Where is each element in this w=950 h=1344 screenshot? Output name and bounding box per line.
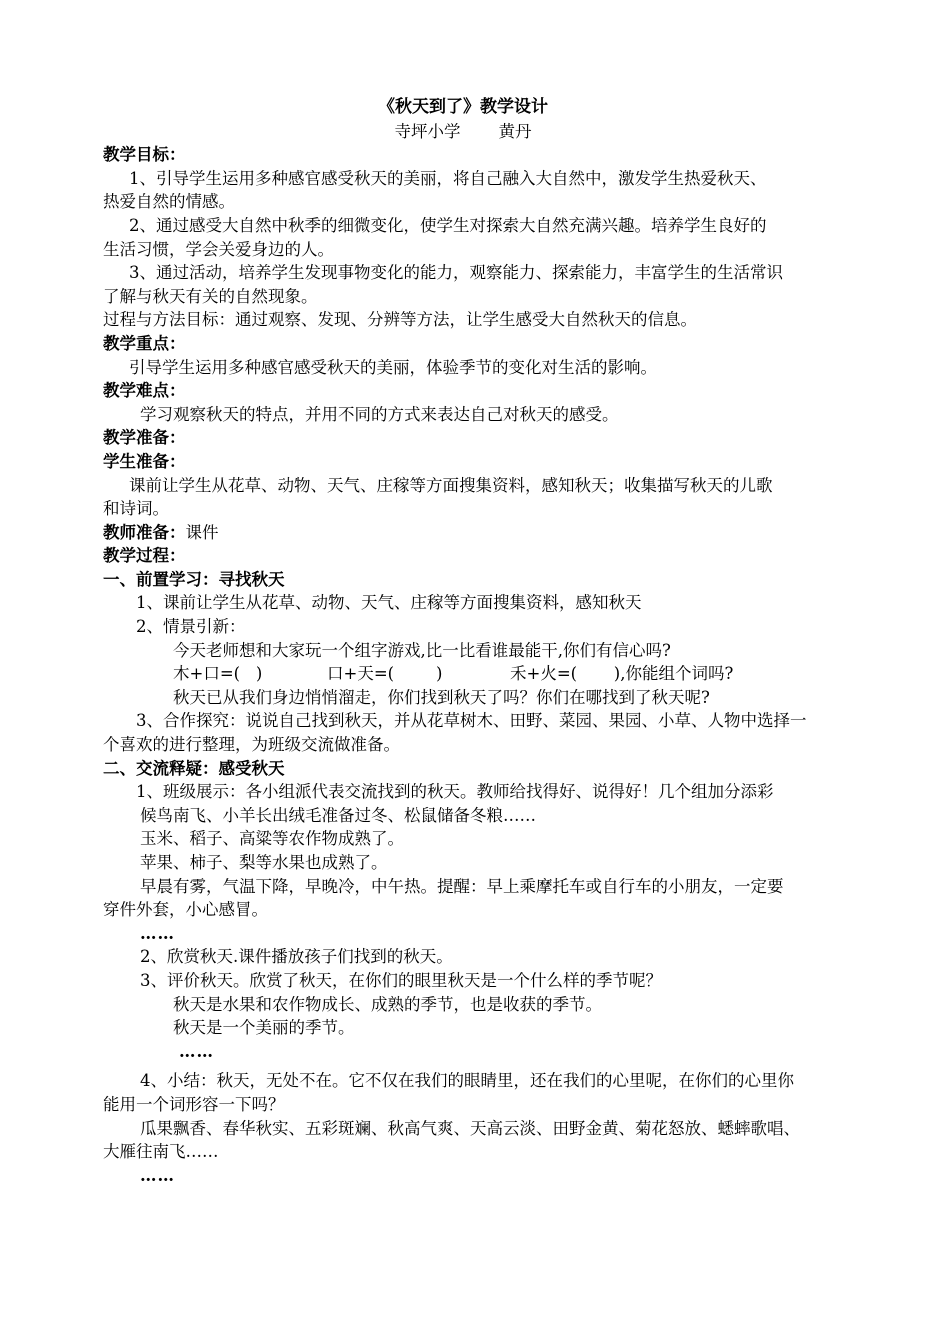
ellipsis-3: …… xyxy=(140,1165,175,1185)
student-prep-heading: 学生准备： xyxy=(103,451,186,471)
goal-1-line-2: 热爱自然的情感。 xyxy=(103,192,235,212)
process-heading: 教学过程： xyxy=(103,546,186,566)
document-page xyxy=(103,96,853,1187)
difficulty-text: 学习观察秋天的特点，并用不同的方式来表达自己对秋天的感受。 xyxy=(140,404,619,424)
goals-heading: 教学目标： xyxy=(103,145,186,165)
word-game-row xyxy=(103,662,853,686)
section-2-item-1: 1、班级展示：各小组派代表交流找到的秋天。教师给找得好、说得好！几个组加分添彩 xyxy=(136,782,774,802)
evaluation-answer-1: 秋天是水果和农作物成长、成熟的季节，也是收获的季节。 xyxy=(173,994,602,1014)
autumn-finding-3: 苹果、柿子、梨等水果也成熟了。 xyxy=(140,853,388,872)
autumn-finding-4-line-2: 穿件外套，小心感冒。 xyxy=(103,900,268,920)
section-1-item-2: 2、情景引新： xyxy=(136,617,246,637)
goal-1-line-1: 1、引导学生运用多种感官感受秋天的美丽，将自己融入大自然中，激发学生热爱秋天、 xyxy=(129,168,767,188)
section-2-item-4-line-2: 能用一个词形容一下吗？ xyxy=(103,1094,285,1114)
document-byline xyxy=(73,120,853,144)
student-prep-line-2: 和诗词。 xyxy=(103,499,169,519)
game-intro: 今天老师想和大家玩一个组字游戏,比一比看谁最能干,你们有信心吗? xyxy=(173,640,671,660)
student-prep-line-1: 课前让学生从花草、动物、天气、庄稼等方面搜集资料，感知秋天；收集描写秋天的儿歌 xyxy=(129,475,773,495)
goal-3-line-2: 了解与秋天有关的自然现象。 xyxy=(103,286,318,306)
summary-words-line-2: 大雁往南飞…… xyxy=(103,1142,219,1162)
process-goal: 过程与方法目标：通过观察、发现、分辨等方法，让学生感受大自然秋天的信息。 xyxy=(103,310,697,330)
section-1-item-3-line-1: 3、合作探究：说说自己找到秋天，并从花草树木、田野、菜园、果园、小草、人物中选择一 xyxy=(136,711,807,731)
evaluation-answer-2: 秋天是一个美丽的季节。 xyxy=(173,1018,355,1038)
prep-heading: 教学准备： xyxy=(103,428,186,448)
section-2-heading: 二、交流释疑：感受秋天 xyxy=(103,758,285,778)
goal-3-line-1: 3、通过活动，培养学生发现事物变化的能力，观察能力、探索能力，丰富学生的生活常识 xyxy=(129,263,783,283)
game-question: 秋天已从我们身边悄悄溜走，你们找到秋天了吗？你们在哪找到了秋天呢? xyxy=(173,687,710,707)
word-game-1: 木+口=( ) xyxy=(173,664,263,684)
section-1-item-3-line-2: 个喜欢的进行整理，为班级交流做准备。 xyxy=(103,735,400,755)
section-1-heading: 一、前置学习：寻找秋天 xyxy=(103,569,285,589)
section-2-item-3: 3、评价秋天。欣赏了秋天，在你们的眼里秋天是一个什么样的季节呢？ xyxy=(140,970,662,990)
ellipsis-1: …… xyxy=(140,923,175,943)
word-game-3: 禾+火=( ),你能组个词吗? xyxy=(510,664,734,684)
goal-2-line-2: 生活习惯，学会关爱身边的人。 xyxy=(103,239,334,259)
teacher-prep-heading: 教师准备： xyxy=(103,522,186,542)
ellipsis-2: …… xyxy=(179,1041,214,1061)
section-2-item-2: 2、欣赏秋天.课件播放孩子们找到的秋天。 xyxy=(140,947,453,967)
author-name: 黄丹 xyxy=(498,121,532,141)
word-game-2: 口+天=( ) xyxy=(327,664,443,684)
key-heading: 教学重点： xyxy=(103,333,186,353)
key-text: 引导学生运用多种感官感受秋天的美丽，体验季节的变化对生活的影响。 xyxy=(129,357,657,377)
difficulty-heading: 教学难点： xyxy=(103,381,186,401)
autumn-finding-4-line-1: 早晨有雾，气温下降，早晚冷，中午热。提醒：早上乘摩托车或自行车的小朋友，一定要 xyxy=(140,876,784,896)
summary-words-line-1: 瓜果飘香、春华秋实、五彩斑斓、秋高气爽、天高云淡、田野金黄、菊花怒放、蟋蟀歌唱、 xyxy=(140,1118,800,1138)
section-1-item-1: 1、课前让学生从花草、动物、天气、庄稼等方面搜集资料，感知秋天 xyxy=(136,593,642,613)
autumn-finding-2: 玉米、稻子、高粱等农作物成熟了。 xyxy=(140,829,404,849)
teacher-prep xyxy=(103,521,853,545)
school-name: 寺坪小学 xyxy=(394,121,461,141)
teacher-prep-text: 课件 xyxy=(185,522,219,542)
section-2-item-4-line-1: 4、小结：秋天，无处不在。它不仅在我们的眼睛里，还在我们的心里呢，在你们的心里你 xyxy=(140,1071,794,1091)
goal-2-line-1: 2、通过感受大自然中秋季的细微变化，使学生对探索大自然充满兴趣。培养学生良好的 xyxy=(129,215,767,235)
autumn-finding-1: 候鸟南飞、小羊长出绒毛准备过冬、松鼠储备冬粮…… xyxy=(140,805,536,825)
document-title: 《秋天到了》教学设计 xyxy=(378,97,548,117)
